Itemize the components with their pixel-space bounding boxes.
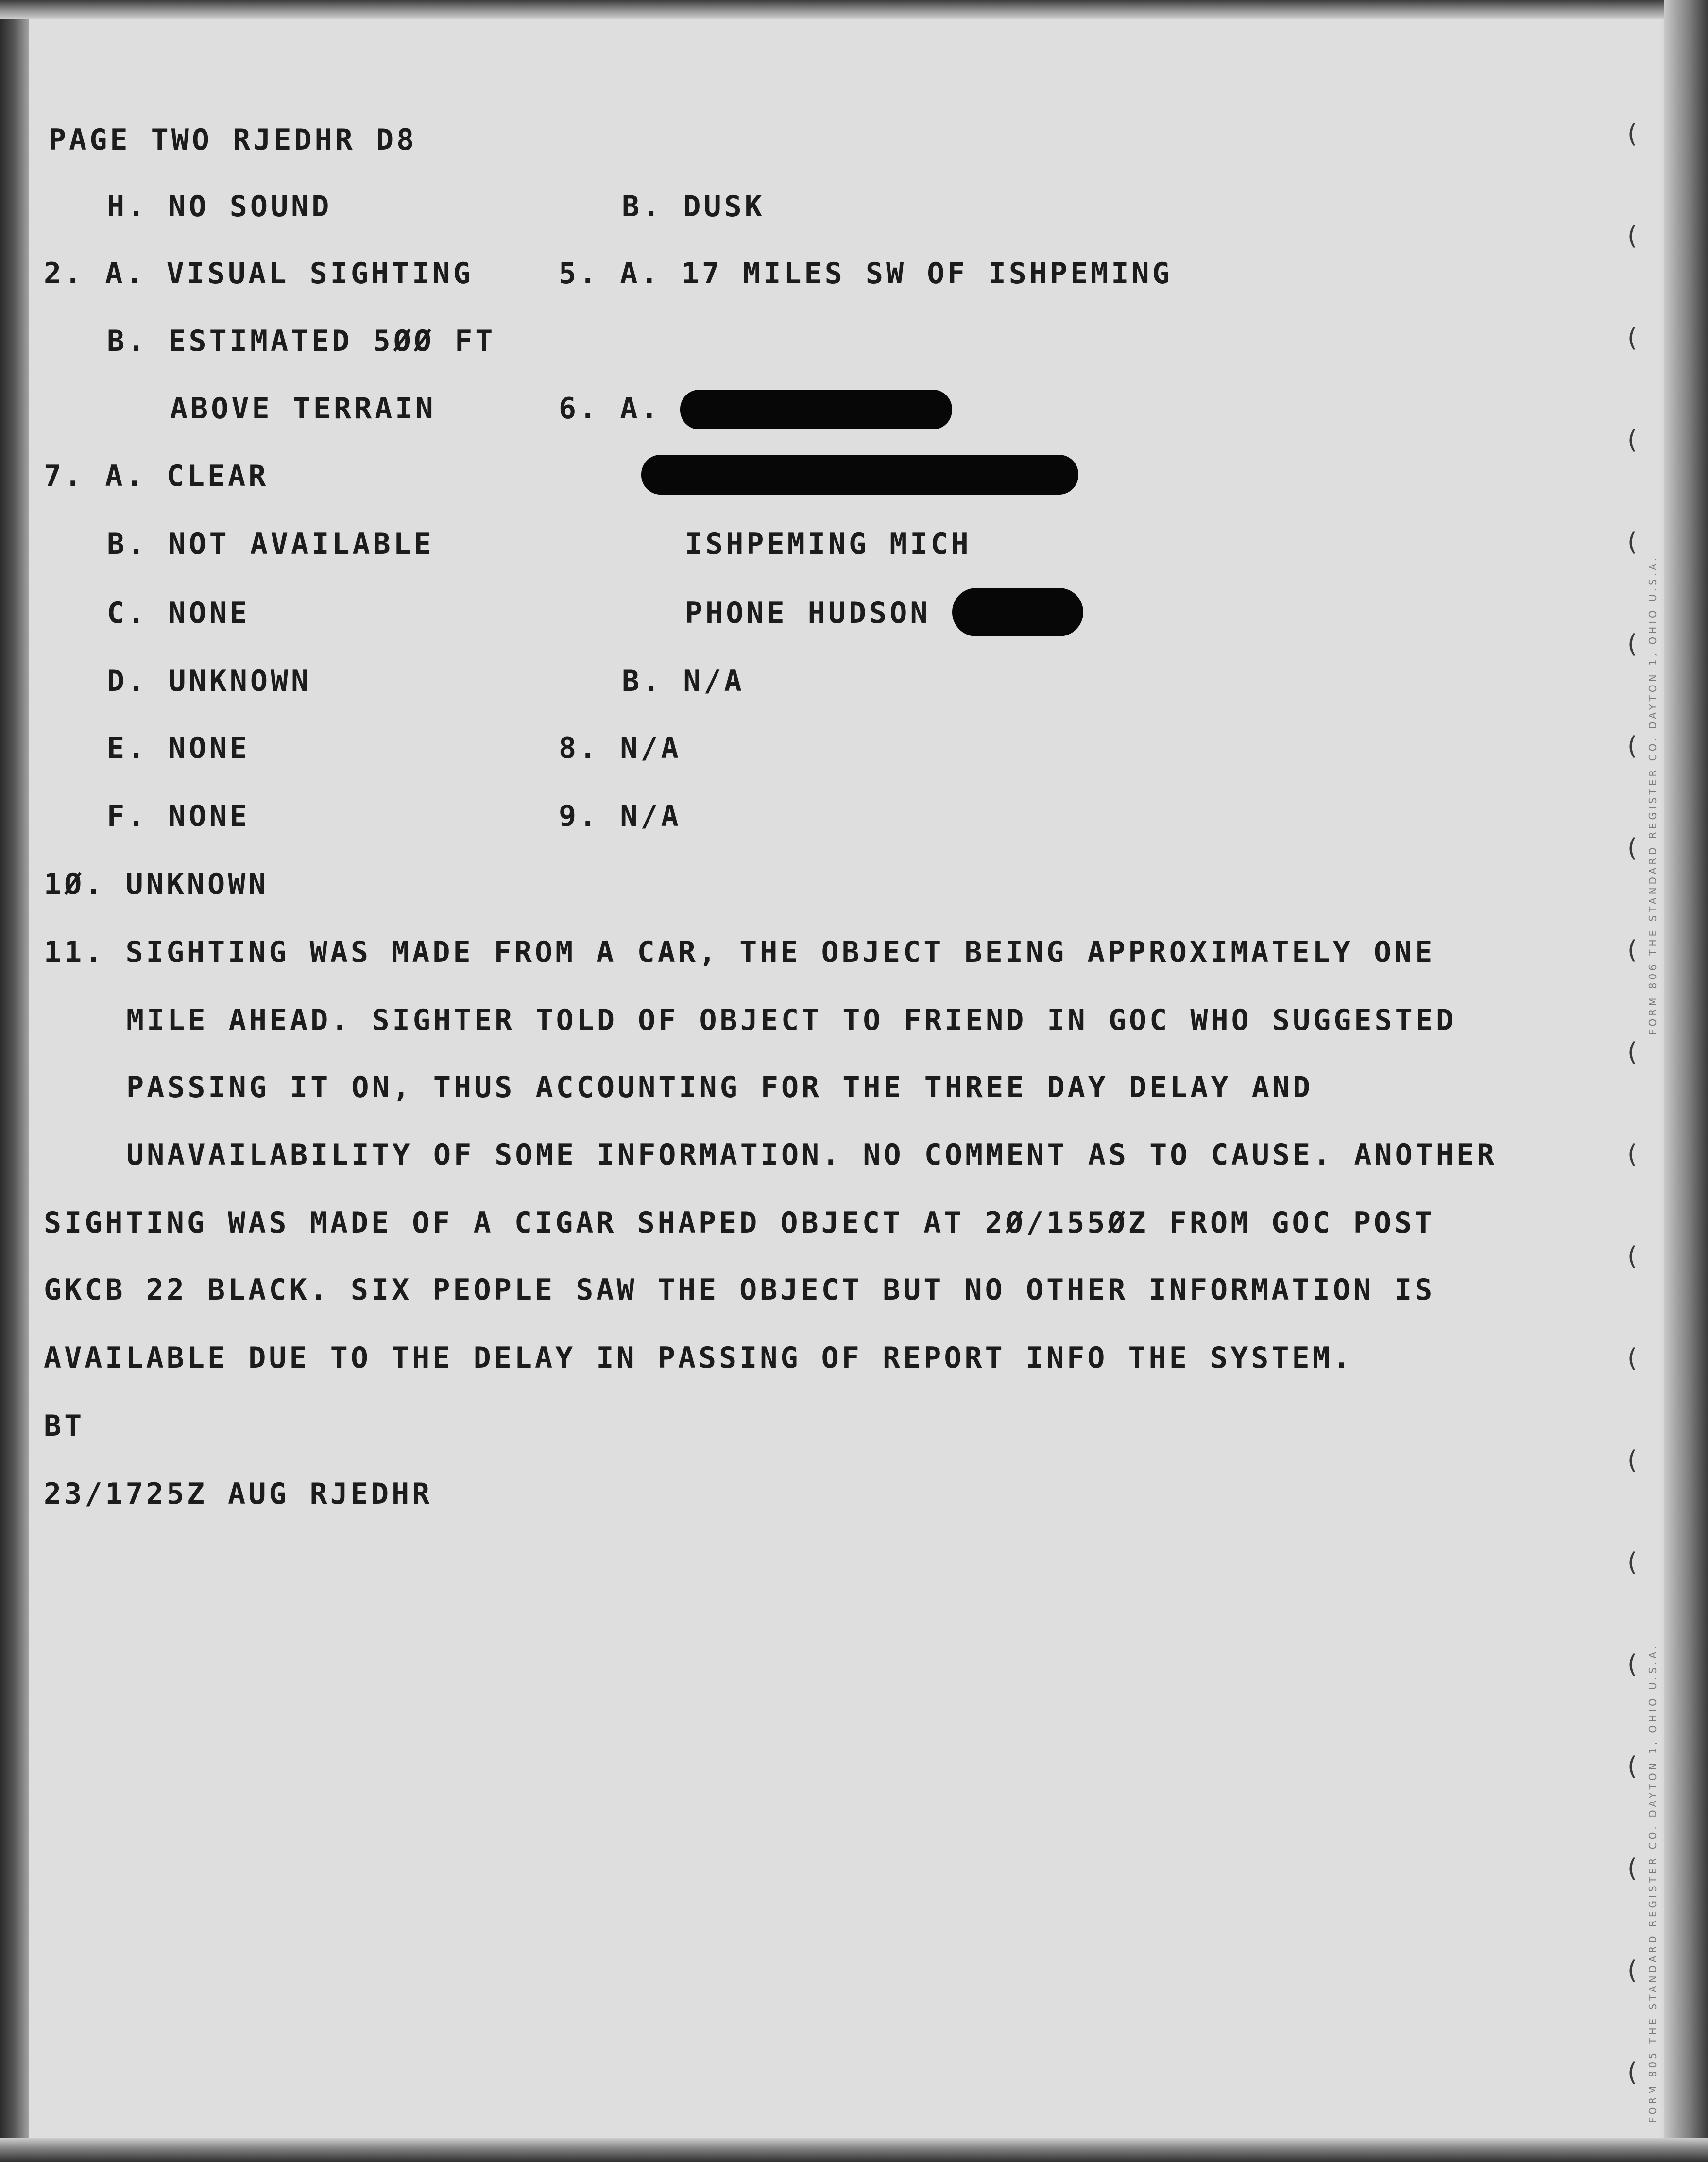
date-time-group: 23/1725Z AUG RJEDHR bbox=[44, 1477, 433, 1511]
scan-edge-right bbox=[1664, 0, 1708, 2162]
address-city: ISHPEMING MICH bbox=[685, 527, 972, 561]
feed-mark: ( bbox=[1627, 1242, 1638, 1271]
feed-mark: ( bbox=[1627, 2058, 1638, 2087]
item-7f: F. NONE bbox=[107, 799, 250, 833]
feed-mark: ( bbox=[1627, 936, 1638, 965]
feed-mark: ( bbox=[1627, 324, 1638, 353]
feed-mark: ( bbox=[1627, 222, 1638, 251]
narrative-line-2: MILE AHEAD. SIGHTER TOLD OF OBJECT TO FRIEND IN GOC WHO SUGGESTED bbox=[126, 1003, 1456, 1037]
feed-mark: ( bbox=[1627, 120, 1638, 149]
feed-mark: ( bbox=[1627, 1446, 1638, 1475]
address-phone: PHONE HUDSON bbox=[685, 596, 931, 630]
feed-mark: ( bbox=[1627, 426, 1638, 455]
item-2b: B. ESTIMATED 5ØØ FT bbox=[107, 324, 496, 358]
form-imprint-lower: FORM 805 THE STANDARD REGISTER CO. DAYTON 1, OHIO U.S.A. bbox=[1647, 1643, 1658, 2123]
feed-mark: ( bbox=[1627, 834, 1638, 863]
narrative-line-4: UNAVAILABILITY OF SOME INFORMATION. NO COMMENT AS TO CAUSE. ANOTHER bbox=[126, 1138, 1498, 1172]
item-6a: 6. A. bbox=[559, 392, 661, 426]
feed-mark: ( bbox=[1627, 1650, 1638, 1679]
feed-mark: ( bbox=[1627, 630, 1638, 659]
item-7e: E. NONE bbox=[107, 731, 250, 765]
item-7c: C. NONE bbox=[107, 596, 250, 630]
redaction-bar-3 bbox=[952, 588, 1083, 636]
feed-mark: ( bbox=[1627, 528, 1638, 557]
item-5a: 5. A. 17 MILES SW OF ISHPEMING bbox=[559, 257, 1173, 291]
narrative-line-5: SIGHTING WAS MADE OF A CIGAR SHAPED OBJECT AT 2Ø/155ØZ FROM GOC POST bbox=[44, 1206, 1435, 1240]
teletype-sheet bbox=[29, 19, 1661, 2138]
item-8: 8. N/A bbox=[559, 731, 682, 765]
feed-mark: ( bbox=[1627, 1548, 1638, 1577]
break-marker: BT bbox=[44, 1409, 85, 1443]
scan-edge-bottom bbox=[0, 2138, 1708, 2162]
item-b-dusk: B. DUSK bbox=[622, 189, 765, 223]
feed-mark: ( bbox=[1627, 1344, 1638, 1373]
narrative-line-1: 11. SIGHTING WAS MADE FROM A CAR, THE OBJECT BEING APPROXIMATELY ONE bbox=[44, 935, 1435, 969]
item-2b-cont: ABOVE TERRAIN bbox=[170, 392, 436, 426]
narrative-line-3: PASSING IT ON, THUS ACCOUNTING FOR THE THREE DAY DELAY AND bbox=[126, 1070, 1314, 1104]
page-header: PAGE TWO RJEDHR D8 bbox=[49, 123, 417, 157]
feed-mark: ( bbox=[1627, 1956, 1638, 1985]
item-2a: 2. A. VISUAL SIGHTING bbox=[44, 257, 474, 291]
feed-mark: ( bbox=[1627, 732, 1638, 761]
feed-mark: ( bbox=[1627, 1038, 1638, 1067]
narrative-line-7: AVAILABLE DUE TO THE DELAY IN PASSING OF REPORT INFO THE SYSTEM. bbox=[44, 1341, 1353, 1375]
feed-mark: ( bbox=[1627, 1140, 1638, 1169]
item-6b: B. N/A bbox=[622, 664, 745, 698]
feed-mark: ( bbox=[1627, 1752, 1638, 1781]
redaction-bar-1 bbox=[680, 390, 952, 429]
item-h: H. NO SOUND bbox=[107, 189, 332, 223]
item-7d: D. UNKNOWN bbox=[107, 664, 312, 698]
form-imprint-upper: FORM 806 THE STANDARD REGISTER CO. DAYTON 1, OHIO U.S.A. bbox=[1647, 555, 1658, 1035]
item-7b: B. NOT AVAILABLE bbox=[107, 527, 434, 561]
narrative-line-6: GKCB 22 BLACK. SIX PEOPLE SAW THE OBJECT BUT NO OTHER INFORMATION IS bbox=[44, 1273, 1435, 1307]
redaction-bar-2 bbox=[641, 455, 1078, 495]
item-9: 9. N/A bbox=[559, 799, 682, 833]
item-7a: 7. A. CLEAR bbox=[44, 459, 269, 493]
scan-edge-top bbox=[0, 0, 1708, 19]
item-10: 1Ø. UNKNOWN bbox=[44, 867, 269, 901]
feed-mark: ( bbox=[1627, 1854, 1638, 1883]
